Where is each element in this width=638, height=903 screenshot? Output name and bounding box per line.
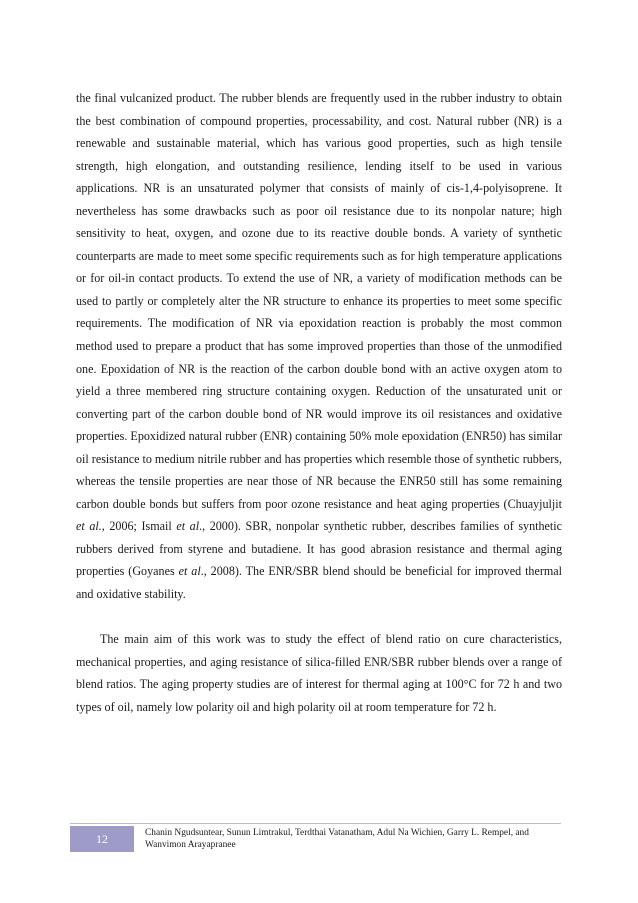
paragraph-1-segment: , 2006; Ismail (101, 519, 177, 534)
paragraph-1-segment: ., 2000). SBR, nonpolar synthetic rubber, describes families of synthetic rubbers derived from styrene and butadiene. It has good abrasion resistance and thermal aging properties (Goyanes (76, 519, 562, 579)
paragraph-1 (76, 87, 562, 606)
paragraph-1-segment: ., 2008). The ENR/SBR blend should be beneficial for improved thermal and oxidative stability. (76, 564, 563, 602)
footer-authors: Chanin Ngudsuntear, Sunun Limtrakul, Terdthai Vatanatham, Adul Na Wichien, Garry L. Rempel, and Wanvimon Arayapranee (145, 828, 529, 850)
citation-et-al: et al (178, 564, 201, 579)
citation-et-al: et al. (76, 519, 102, 534)
page-number: 12 (96, 831, 108, 846)
citation-et-al: et al (176, 519, 200, 534)
footer-rule (70, 823, 561, 824)
body-text (76, 87, 562, 718)
paragraph-1-segment: the final vulcanized product. The rubber blends are frequently used in the rubber industry to obtain the best combination of compound properties, processability, and cost. Natural rubber (NR) is a renewable and sustainable material, which has various good properties, such as high tensile strength, high elongation, and outstanding resilience, lending itself to be used in various applications. NR is an unsaturated polymer that consists of mainly of cis-1,4-polyisoprene. It nevertheless has some drawbacks such as poor oil resistance due to its nonpolar nature; high sensitivity to heat, oxygen, and ozone due to its reactive double bonds. A variety of synthetic counterparts are made to meet some specific requirements such as for high temperature applications or for oil-in contact products. To extend the use of NR, a variety of modification methods can be used to partly or completely alter the NR structure to enhance its properties to meet some specific requirements. The modification of NR via epoxidation reaction is probably the most common method used to prepare a product that has some improved properties than those of the unmodified one. Epoxidation of NR is the reaction of the carbon double bond with an active oxygen atom to yield a three membered ring structure containing oxygen. Reduction of the unsaturated unit or converting part of the carbon double bond of NR would improve its oil resistances and oxidative properties. Epoxidized natural rubber (ENR) containing 50% mole epoxidation (ENR50) has similar oil resistance to medium nitrile rubber and has properties which resemble those of synthetic rubbers, whereas the tensile properties are near those of NR because the ENR50 still has some remaining carbon double bonds but suffers from poor ozone resistance and heat aging properties (Chuayjuljit (76, 91, 562, 511)
page-number-box (70, 826, 134, 852)
paragraph-2: The main aim of this work was to study the effect of blend ratio on cure characteristics, mechanical properties, and aging resistance of silica-filled ENR/SBR rubber blends over a range of blend ratios. The aging property studies are of interest for thermal aging at 100°C for 72 h and two types of oil, namely low polarity oil and high polarity oil at room temperature for 72 h. (76, 632, 562, 714)
paragraph-spacer (76, 606, 562, 629)
